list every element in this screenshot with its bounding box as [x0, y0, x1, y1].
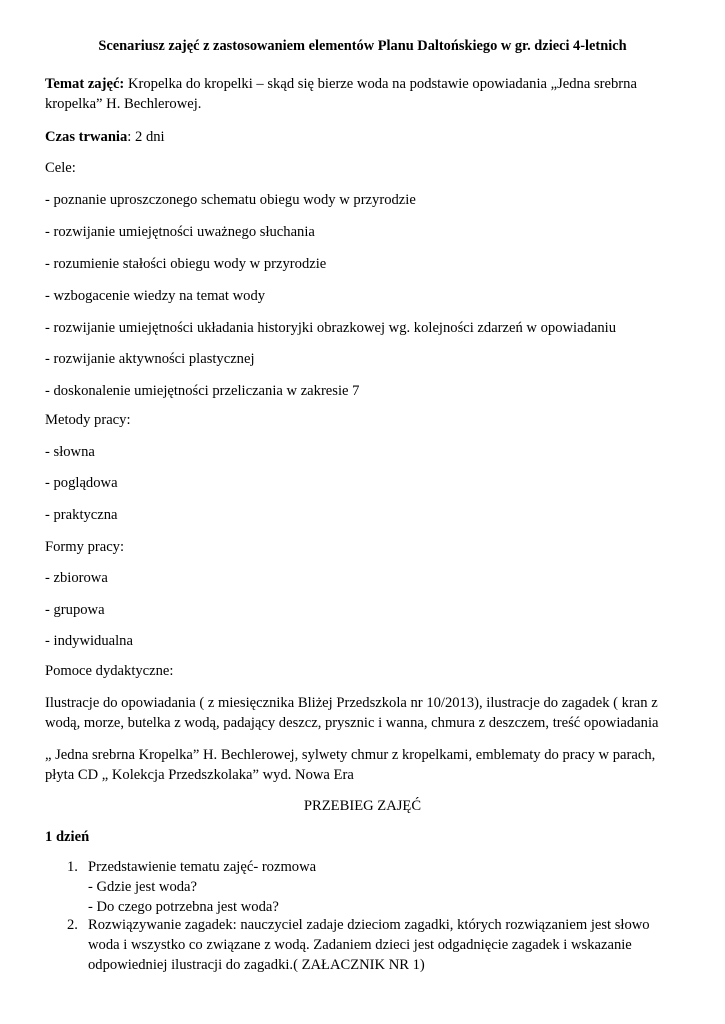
- list-number: 1.: [67, 859, 78, 875]
- topic-label: Temat zajęć:: [45, 76, 125, 92]
- aids-line: „ Jedna srebrna Kropelka” H. Bechlerowej, sylwety chmur z kropelkami, emblematy do pracy w parach,: [45, 747, 656, 763]
- duration-label: Czas trwania: [45, 129, 128, 145]
- goal-item: - rozwijanie umiejętności układania historyjki obrazkowej wg. kolejności zdarzeń w opowiadaniu: [45, 320, 617, 336]
- topic-line-1: [45, 74, 685, 94]
- goal-item: - rozwijanie aktywności plastycznej: [45, 351, 255, 367]
- form-item: - indywidualna: [45, 633, 133, 649]
- duration-value: : 2 dni: [127, 129, 165, 145]
- form-item: - zbiorowa: [45, 570, 108, 586]
- list-line: Rozwiązywanie zagadek: nauczyciel zadaje dzieciom zagadki, których rozwiązaniem jest słowo: [88, 917, 650, 933]
- aids-line: wodą, morze, butelka z wodą, padający deszcz, prysznic i wanna, chmura z deszczem, treść opowiadania: [45, 715, 659, 731]
- course-heading: PRZEBIEG ZAJĘĆ: [303, 798, 422, 814]
- goal-item: - rozumienie stałości obiegu wody w przyrodzie: [45, 256, 327, 272]
- document-title: Scenariusz zajęć z zastosowaniem elementów Planu Daltońskiego w gr. dzieci 4-letnich: [98, 38, 627, 54]
- list-text: [88, 857, 678, 917]
- aids-line: płyta CD „ Kolekcja Przedszkolaka” wyd. Nowa Era: [45, 767, 354, 783]
- goals-label: Cele:: [45, 160, 76, 176]
- topic-line-2: kropelka” H. Bechlerowej.: [45, 96, 202, 112]
- methods-label: Metody pracy:: [45, 412, 131, 428]
- list-line: Przedstawienie tematu zajęć- rozmowa: [88, 859, 317, 875]
- list-line: - Gdzie jest woda?: [88, 879, 198, 895]
- list-text: [88, 915, 678, 975]
- form-item: - grupowa: [45, 602, 105, 618]
- method-item: - słowna: [45, 444, 95, 460]
- method-item: - praktyczna: [45, 507, 118, 523]
- list-line: odpowiedniej ilustracji do zagadki.( ZAŁACZNIK NR 1): [88, 957, 425, 973]
- topic-text: Kropelka do kropelki – skąd się bierze woda na podstawie opowiadania „Jedna srebrna: [124, 76, 637, 92]
- aids-line: Ilustracje do opowiadania ( z miesięcznika Bliżej Przedszkola nr 10/2013), ilustracje do zagadek ( kran z: [45, 695, 658, 711]
- forms-label: Formy pracy:: [45, 539, 125, 555]
- goal-item: - doskonalenie umiejętności przeliczania w zakresie 7: [45, 383, 360, 399]
- aids-label: Pomoce dydaktyczne:: [45, 663, 174, 679]
- list-line: woda i wszystko co związane z wodą. Zadaniem dzieci jest odgadnięcie zagadek i wskazanie: [88, 937, 632, 953]
- goal-item: - wzbogacenie wiedzy na temat wody: [45, 288, 266, 304]
- duration-line: [45, 127, 685, 147]
- list-number: 2.: [67, 917, 78, 933]
- day1-heading-text: 1 dzień: [45, 829, 90, 845]
- goal-item: - rozwijanie umiejętności uważnego słuchania: [45, 224, 315, 240]
- list-line: - Do czego potrzebna jest woda?: [88, 899, 279, 915]
- goal-item: - poznanie uproszczonego schematu obiegu wody w przyrodzie: [45, 192, 416, 208]
- method-item: - poglądowa: [45, 475, 118, 491]
- day1-heading: [45, 827, 685, 847]
